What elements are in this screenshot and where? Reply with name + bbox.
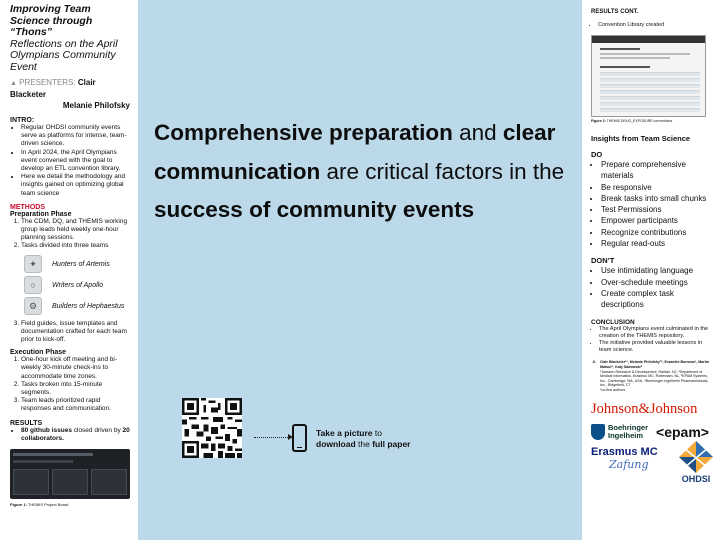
results-heading: RESULTS: [10, 419, 43, 427]
list-item: • The April Olympians event culminated in the creation of the THEMIS repository.: [599, 326, 714, 340]
list-item: 1. The CDM, DQ, and THEMIS working group leads held weekly one-hour planning sessions.: [21, 218, 132, 243]
phone-icon: [292, 424, 307, 452]
authors-block: [591, 360, 714, 392]
title-subtitle: Reflections on the April Olympians Community Event: [10, 37, 118, 73]
team-list: [24, 254, 132, 317]
dont-heading: DON’T: [591, 256, 615, 266]
results-issues: 80 github issues: [21, 426, 72, 434]
conclusion-heading: CONCLUSION: [591, 318, 635, 326]
team-label: Hunters of Artemis: [52, 260, 110, 268]
logo-ohdsi: [678, 440, 714, 484]
results-collaborators: 20 collaborators.: [21, 426, 130, 442]
key-message-b2: clear communication: [154, 120, 556, 184]
intro-list: [10, 124, 132, 198]
center-panel: [138, 0, 582, 540]
key-message-t2: are critical factors in the: [320, 158, 565, 184]
list-item: • Recognize contributions: [601, 227, 714, 238]
list-item: 1. One-hour kick off meeting and bi-weekly 30-minute check-ins to accommodate time zones.: [21, 356, 132, 381]
author-note: *co-first authors: [599, 387, 626, 392]
list-item: [21, 427, 132, 443]
lyre-icon: ○: [24, 276, 42, 294]
list-item: • Prepare comprehensive materials: [601, 159, 714, 182]
poster-title: [10, 4, 132, 73]
results-cont-list: [591, 22, 714, 29]
boehringer-icon: [591, 424, 605, 440]
prep-heading: Preparation Phase: [10, 210, 72, 218]
qr-call-to-action: [316, 428, 410, 449]
conventions-screenshot: [591, 35, 706, 117]
presenter-2: Melanie Philofsky: [62, 101, 130, 110]
cta-mid: to: [372, 428, 382, 438]
list-item: • Regular OHDSI community events serve as platforms for intense, team-driven science.: [21, 124, 132, 149]
emc-name: Erasmus MC: [591, 445, 658, 458]
figure-2-caption: [591, 119, 714, 123]
logo-johnson-johnson: Johnson&Johnson: [591, 400, 698, 417]
figure-2-label: Figure 2:: [591, 119, 606, 123]
list-item: • Use intimidating language: [601, 265, 714, 276]
cta-take-picture: Take a picture: [316, 428, 373, 438]
author-affiliations: ¹Janssen Research & Development, Raritan, NJ, ²Department of Medical Informatics, Erasmus MC, Rotterdam, NL, ³EPAM Systems, Inc., Cambridge, MA, USA, ⁴Boehringer Ingelheim Pharmaceuticals, Inc., Ridgefield, CT: [599, 369, 709, 388]
list-item: • Over-schedule meetings: [601, 277, 714, 288]
list-item: • Be responsive: [601, 182, 714, 193]
key-message-b3: success of community events: [154, 197, 475, 222]
results-mid: closed driven by: [71, 426, 123, 434]
list-item: 3. Field guides, issue templates and documentation crafted for each team prior to kick-off.: [21, 320, 132, 345]
cta-mid2: the: [355, 438, 373, 449]
list-item: • Here we detail the methodology and insights gained on optimizing global team science: [21, 173, 132, 198]
exec-list: [10, 356, 132, 413]
results-list: [10, 427, 132, 443]
ohdsi-icon: [678, 440, 714, 474]
list-item: • In April 2024, the April Olympians event convened with the goal to develop an ETL convention library.: [21, 149, 132, 174]
team-hephaestus: [24, 296, 132, 317]
prep-list: [10, 218, 132, 251]
list-item: • Convention Library created: [598, 22, 714, 29]
left-column: [0, 0, 138, 540]
list-item: • The initiative provided valuable lessons in team science.: [599, 340, 714, 354]
figure-1-text: THEMIS Project Board: [26, 502, 69, 508]
team-artemis: [24, 254, 132, 275]
intro-heading: INTRO:: [10, 117, 35, 124]
list-item: 3. Team leads prioritized rapid responses and communication.: [21, 397, 132, 413]
team-apollo: [24, 275, 132, 296]
figure-1-label: Figure 1:: [10, 502, 27, 508]
team-label: Builders of Hephaestus: [52, 302, 125, 310]
list-item: • Empower participants: [601, 215, 714, 226]
do-list: [591, 159, 714, 249]
logo-epam: <epam>: [656, 423, 709, 440]
insights-heading: Insights from Team Science: [591, 134, 691, 143]
person-icon: ▲: [591, 359, 597, 366]
prep-list-cont: [10, 320, 132, 345]
figure-2-text: THEMIS DRUG_EXPOSURE conventions: [605, 119, 673, 123]
arrow-icon: [254, 437, 290, 438]
logo-boehringer: [591, 424, 648, 440]
exec-heading: Execution Phase: [10, 349, 67, 357]
right-column: [582, 0, 720, 540]
bi-line-1: Boehringer: [608, 422, 649, 432]
key-message: [154, 114, 574, 230]
logo-row-2: [591, 445, 714, 484]
list-item: • Test Permissions: [601, 204, 714, 215]
cta-download: download: [316, 438, 356, 449]
results-cont-heading: RESULTS CONT.: [591, 9, 639, 15]
cta-full-paper: full paper: [372, 438, 411, 449]
title-main: Improving Team Science through “Thons”: [10, 3, 93, 38]
list-item: 2. Tasks divided into three teams: [21, 242, 132, 250]
qr-code-icon[interactable]: [182, 398, 242, 458]
team-label: Writers of Apollo: [52, 281, 104, 289]
methods-heading: METHODS: [10, 203, 45, 211]
conclusion-list: [591, 326, 714, 355]
hammer-icon: ⚙: [24, 297, 42, 315]
presenters: [10, 77, 132, 111]
logo-row: [591, 424, 714, 440]
presenter-1: Clair Blacketer: [10, 78, 96, 99]
list-item: 2. Tasks broken into 15-minute segments.: [21, 381, 132, 397]
owl-icon: ✦: [24, 255, 42, 273]
key-message-b1: Comprehensive preparation: [154, 120, 453, 145]
logo-erasmus-mc: [591, 446, 658, 471]
project-board-screenshot: [10, 449, 130, 499]
person-icon: ▲: [10, 80, 17, 87]
list-item: • Regular read-outs: [601, 238, 714, 249]
key-message-t1: and: [452, 120, 503, 145]
list-item: • Create complex task descriptions: [601, 288, 714, 311]
ohdsi-name: OHDSI: [681, 473, 711, 484]
emc-script: Zafung: [609, 457, 649, 471]
presenters-label: PRESENTERS:: [19, 78, 76, 87]
figure-1-caption: [10, 502, 132, 507]
bi-line-2: Ingelheim: [608, 430, 644, 440]
do-heading: DO: [591, 150, 603, 159]
author-names: Clair Blacketer¹*, Melanie Philofsky²*, Evanette Burrows³, Martin Matsui⁴, Katy Sadowski⁴: [599, 360, 709, 369]
list-item: • Break tasks into small chunks: [601, 193, 714, 204]
dont-list: [591, 265, 714, 310]
